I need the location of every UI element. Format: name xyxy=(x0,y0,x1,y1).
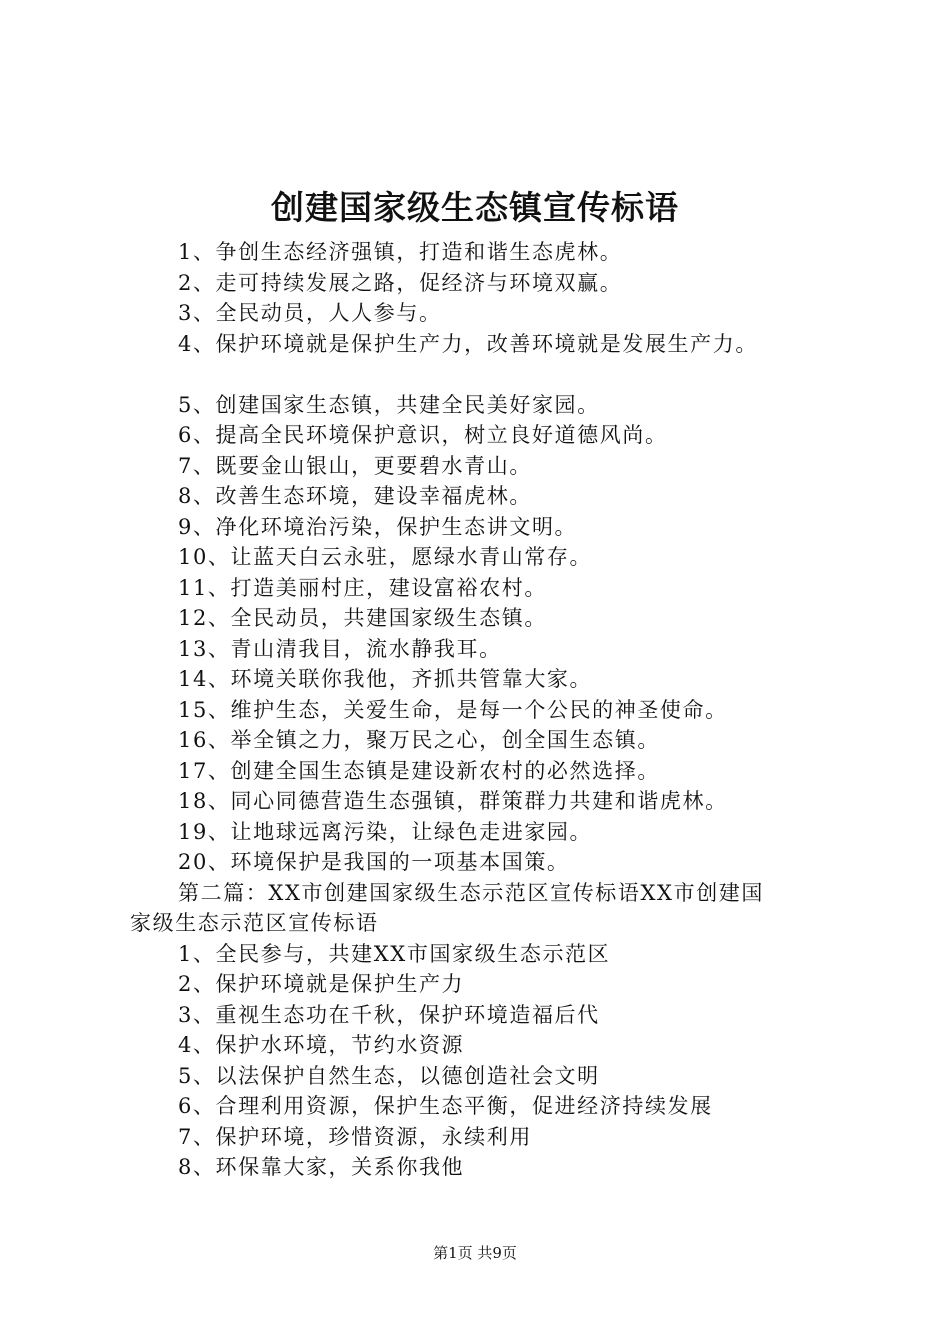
paragraph-line: 18、同心同德营造生态强镇，群策群力共建和谐虎林。 xyxy=(178,789,728,813)
document-title: 创建国家级生态镇宣传标语 xyxy=(271,188,679,227)
paragraph-line: 13、青山清我目，流水静我耳。 xyxy=(178,636,502,661)
paragraph-line: 7、保护环境，珍惜资源，永续利用 xyxy=(178,1124,532,1149)
blank-line xyxy=(130,359,850,390)
document-body xyxy=(130,237,850,1183)
paragraph-line: 1、全民参与，共建XX市国家级生态示范区 xyxy=(178,941,611,966)
paragraph-line: 14、环境关联你我他，齐抓共管靠大家。 xyxy=(178,667,593,691)
page-number-footer: 第1页 共9页 xyxy=(433,1244,517,1262)
paragraph-line: 5、以法保护自然生态，以德创造社会文明 xyxy=(178,1063,600,1088)
paragraph-line: 6、提高全民环境保护意识，树立良好道德风尚。 xyxy=(178,423,668,447)
paragraph-line: 2、走可持续发展之路，促经济与环境双赢。 xyxy=(178,270,623,295)
paragraph-line: 9、净化环境治污染，保护生态讲文明。 xyxy=(178,514,578,539)
paragraph-line: 16、举全镇之力，聚万民之心，创全国生态镇。 xyxy=(178,728,660,752)
paragraph-line: 7、既要金山银山，更要碧水青山。 xyxy=(178,453,532,478)
paragraph-line: 3、重视生态功在千秋，保护环境造福后代 xyxy=(178,1002,600,1027)
paragraph-line: 3、全民动员，人人参与。 xyxy=(178,301,442,325)
paragraph-line: 20、环境保护是我国的一项基本国策。 xyxy=(178,850,570,874)
paragraph-line: 5、创建国家生态镇，共建全民美好家园。 xyxy=(178,392,600,417)
paragraph-line: 1、争创生态经济强镇，打造和谐生态虎林。 xyxy=(178,240,623,264)
paragraph-line: 8、改善生态环境，建设幸福虎林。 xyxy=(178,484,532,508)
paragraph-line: 17、创建全国生态镇是建设新农村的必然选择。 xyxy=(178,758,660,783)
paragraph-line: 15、维护生态，关爱生命，是每一个公民的神圣使命。 xyxy=(178,697,728,722)
paragraph-line: 4、保护环境就是保护生产力，改善环境就是发展生产力。 xyxy=(178,331,758,356)
paragraph-line: 19、让地球远离污染，让绿色走进家园。 xyxy=(178,819,593,844)
paragraph-line: 11、打造美丽村庄，建设富裕农村。 xyxy=(178,575,547,600)
paragraph-line: 12、全民动员，共建国家级生态镇。 xyxy=(178,606,547,630)
paragraph-line: 6、合理利用资源，保护生态平衡，促进经济持续发展 xyxy=(178,1094,713,1118)
section-heading: 第二篇：XX市创建国家级生态示范区宣传标语XX市创建国 xyxy=(178,880,764,905)
paragraph-line: 2、保护环境就是保护生产力 xyxy=(178,972,465,996)
section-heading-continuation: 家级生态示范区宣传标语 xyxy=(130,911,379,935)
paragraph-line: 10、让蓝天白云永驻，愿绿水青山常存。 xyxy=(178,545,593,569)
paragraph-line: 8、环保靠大家，关系你我他 xyxy=(178,1155,465,1179)
paragraph-line: 4、保护水环境，节约水资源 xyxy=(178,1033,465,1057)
